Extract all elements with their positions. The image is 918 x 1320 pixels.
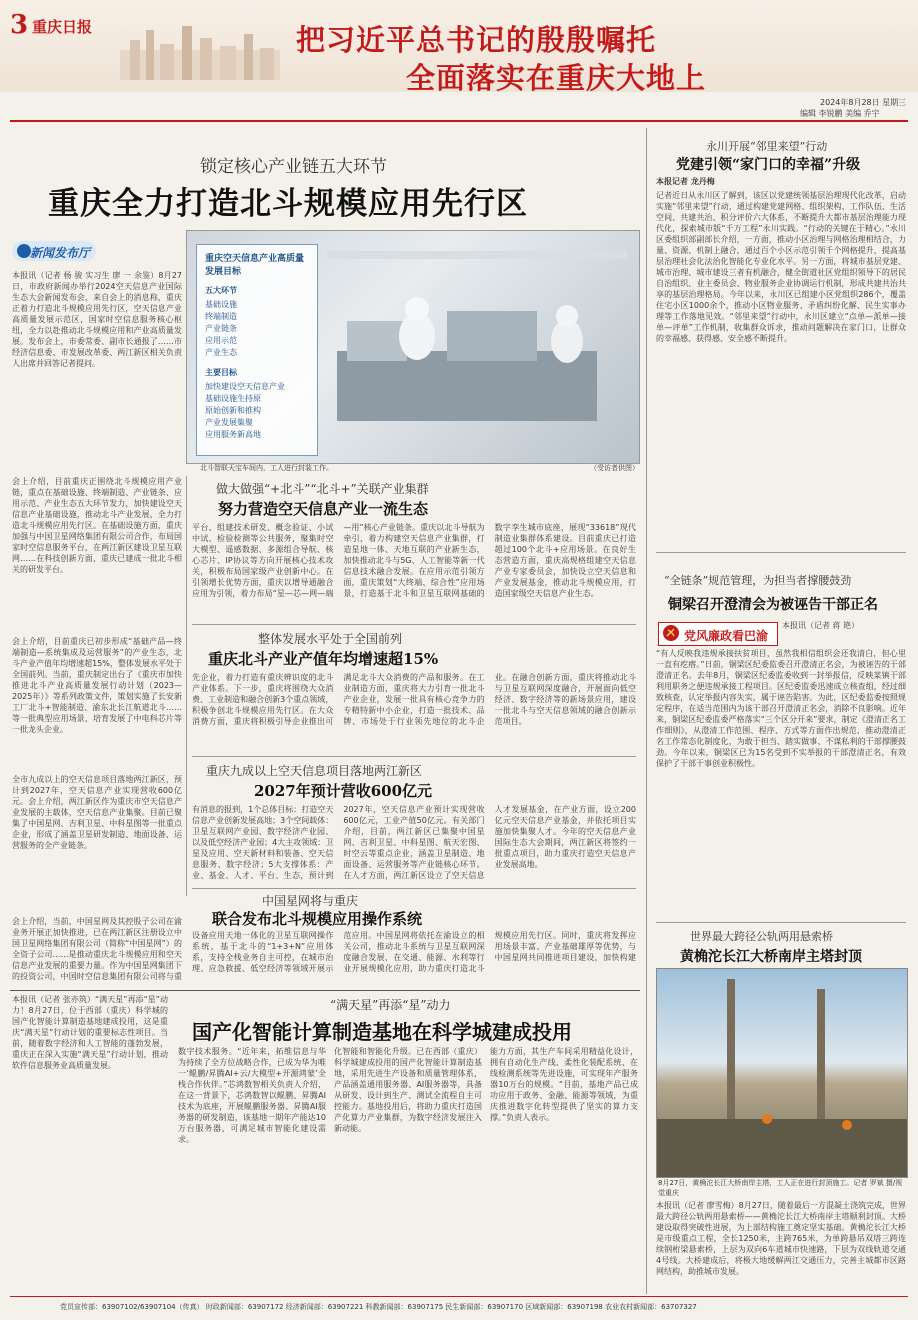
right-photo-caption: 8月27日，黄桷沱长江大桥南岸主塔，工人正在进行封顶施工。记者 罗斌 摄/视觉重庆 xyxy=(658,1179,903,1197)
section-divider xyxy=(10,990,640,991)
sub4-kicker: 中国星网将与重庆 xyxy=(262,894,359,908)
panel-links-title: 五大环节 xyxy=(205,286,237,295)
panel-title: 重庆空天信息产业高质量发展目标 xyxy=(205,254,305,277)
editors-line: 编辑 李锐鹏 美编 乔宇 xyxy=(800,109,880,118)
right2-kicker: “全链条”规范管理，为担当者撑腰鼓劲 xyxy=(664,574,852,587)
panel-task: 原始创新和推构 xyxy=(205,406,261,415)
section-divider xyxy=(656,922,906,923)
lead-body-2: 会上介绍，目前重庆已初步形成“基础产品—终端制造—系统集成及运营服务”的产业生态，北斗产业产值年均增速超15%，整体发展水平处于全国前列。当前，重庆制定出台了《重庆市加快推进北斗产业高质量发展行动计划（2023—2025年）》等系列政策文件，策划实施了长安新工厂北斗+智能制造、渝东北长江航道北斗……等一批典型应用场景，培育发展了中电科芯片等一批龙头企业。 xyxy=(12,637,182,734)
banner-headline-1: 把习近平总书记的殷殷嘱托 xyxy=(296,23,657,57)
right1-title: 党建引领“家门口的幸福”升级 xyxy=(676,157,861,173)
photo-credit: （受访者供图） xyxy=(590,464,639,472)
lead-body-3: 全市九成以上的空天信息项目落地两江新区，预计到2027年，空天信息产业实现营收600亿元。会上介绍，两江新区作为重庆市空天信息产业发展的主载体，空天信息产业集聚。目前已聚集了中国星网、吉利卫星、中科星图等一批重点企业，形成了涵盖卫星研发制造、地面设备、运营服务的全产业链条。 xyxy=(12,775,182,850)
sub1-kicker: 做大做强“+北斗”“北斗+”关联产业集群 xyxy=(216,482,429,496)
right2-byline: 本报讯（记者 蒋 艳） xyxy=(782,621,860,630)
bottom-title: 国产化智能计算制造基地在科学城建成投用 xyxy=(192,1020,572,1044)
photo-caption: 北斗智联天宝车间内，工人进行封装工作。 xyxy=(200,464,333,472)
page-number: 3 xyxy=(10,10,29,40)
bridge-scene xyxy=(657,969,907,1177)
sub2-body: 先企业，着力打造有重庆辨识度的北斗产业体系。下一步，重庆将围绕大众消费、工业制造和融合创新3个重点领域，积极争创北斗规模应用先行区。在大众消费方面，重庆将积极引导企业推出可满足北斗大众消费的产品和服务。在工业制造方面，重庆将大力引育一批北斗产业企业，发展一批具有核心竞争力的专精特新中小企业，打造一批技术、品牌、市场处于行业领先地位的北斗企业。在融合创新方面，重庆将推动北斗与卫星互联网深度融合，开展面向低空经济、数字经济等的新场景应用，建设一批北斗与空天信息领域的融合创新示范项目。 xyxy=(192,673,636,726)
top-divider xyxy=(10,120,908,122)
skyline-illustration xyxy=(120,20,280,80)
lead-kicker: 锁定核心产业链五大环节 xyxy=(200,157,387,177)
panel-task: 加快建设空天信息产业 xyxy=(205,382,285,391)
right3-kicker: 世界最大跨径公轨两用悬索桥 xyxy=(690,930,833,943)
panel-link: 产业链条 xyxy=(205,324,237,333)
banner-headline-2: 全面落实在重庆大地上 xyxy=(406,61,707,95)
lead-title: 重庆全力打造北斗规模应用先行区 xyxy=(48,186,528,222)
lead-intro: 本报讯（记者 杨 骏 实习生 廖 一 余鉴）8月27日，市政府新闻办举行2024空天信息产业国际生态大会新闻发布会，来自会上的消息称，重庆正着力打造北斗规模应用先行区，空天信息产业高质量发展示范区，国家时空信息服务核心枢纽，全力以赴推动北斗规模应用和产业高质量发展。发布会上，市委常委、副市长通报了……市经济信息委、市发展改革委、两江新区相关负责人出席并回答记者提问。 xyxy=(12,271,182,368)
bridge-construction-photo xyxy=(656,968,908,1178)
section-divider xyxy=(192,624,636,625)
bottom-divider xyxy=(10,1296,908,1297)
bottom-body-1: 本报讯（记者 张亦筑）“满天星”再添“星”动力！8月27日，位于西部（重庆）科学城的国产化智能计算制造基地建成投用，这是重庆“满天星”行动计划的重要标志性项目。当前，随着数字经济和人工智能的蓬勃发展，重庆正在深入实施“满天星”行动计划，推动软件信息服务业高质量发展。 xyxy=(12,995,168,1070)
news-tag-label: 新闻发布厅 xyxy=(30,246,91,260)
sub1-title: 努力营造空天信息产业一流生态 xyxy=(218,500,429,518)
bottom-body-4: 能力方面，其生产车间采用精益化设计，拥有自动化生产线、柔性化装配系统、在线检测系统等先进设施，可实现年产服务器10万台的规模。“目前，基地产品已成功应用于政务、金融、能源等领域，为重庆推进数字化转型提供了坚实的算力支撑。”负责人表示。 xyxy=(490,1047,638,1122)
right1-byline: 本报记者 龙丹梅 xyxy=(656,177,715,186)
dateline: 2024年8月28日 星期三 xyxy=(820,98,907,107)
right2-title: 铜梁召开澄清会为被诬告干部正名 xyxy=(668,597,878,613)
party-tag-label: 党风廉政看巴渝 xyxy=(684,629,769,643)
party-emblem-icon xyxy=(662,624,680,642)
sub2-title: 重庆北斗产业产值年均增速超15% xyxy=(208,650,439,668)
panel-task: 基础设施生持原 xyxy=(205,394,261,403)
panel-link: 终端制造 xyxy=(205,312,237,321)
section-divider xyxy=(192,888,636,889)
section-divider xyxy=(192,756,636,757)
column-divider xyxy=(186,476,187,896)
bottom-body-2: 数字技术服务。“近年来，拓维信息与华为持续了全方位战略合作，已成为华为唯一‘鲲鹏/昇腾AI+云/大模型+开源鸿蒙’全栈合作伙伴。”芯鸿数智相关负责人介绍，在这一背景下，芯鸿数智以鲲鹏、昇腾AI技术为底座，开展鲲鹏服务器、昇腾AI服务器的研发制造，该基地一期年产能达10万台服务器，可满足城市智能化建设需求。 xyxy=(178,1047,326,1144)
sub3-kicker: 重庆九成以上空天信息项目落地两江新区 xyxy=(206,764,423,778)
panel-task: 产业发展集聚 xyxy=(205,418,253,427)
right2-body: “有人反映我违规承接扶贫项目，虽然我相信组织会还我清白，但心里一直有疙瘩。”日前，铜梁区纪委监委召开澄清正名会，为被诬告的干部澄清正名。去年8月，铜梁区纪委监委收到一封举报信，反映某镇干部利用职务之便违规承接工程项目。区纪委监委迅速成立核查组，经过细致核查，认定举报内容失实，属于诬告陷害。为此，区纪委监委按照规定程序，在适当范围内为该干部召开澄清正名会，消除不良影响。近年来，铜梁区纪委监委严格落实“三个区分开来”要求，制定《澄清正名工作细则》，从澄清工作范围、程序、方式等方面作出规范，推动澄清正名工作常态化制度化，为敢于担当、踏实做事、不谋私利的干部撑腰鼓劲。今年以来，铜梁区已为15名受到不实举报的干部澄清正名，有效保护了干部干事创业积极性。 xyxy=(656,649,906,768)
sub3-body: 有消息的报到，1个总体目标：打造空天信息产业创新发展高地；3个空间载体：卫星互联网产业园、数字经济产业园、以及低空经济产业园；4大主攻领域：卫星及应用、空天新材料和装备、空天信息服务、数字经济；5大支撑体系：产业、基金、人才、平台、生态，预计到2027年，空天信息产业预计实现营收600亿元，工业产值50亿元。有关部门介绍，目前，两江新区已集聚中国星网、吉利卫星、中科星图、航天宏图、时空云等重点企业，涵盖卫星制造、地面设备、运营服务等产业链核心环节。在人才方面，两江新区设立了空天信息人才发展基金，在产业方面，设立200亿元空天信息产业基金，并依托项目实施加快集聚人才。今年的空天信息产业国际生态大会期间，两江新区将签约一批重点项目，助力重庆打造空天信息产业发展高地。 xyxy=(192,805,636,880)
lead-body-1: 会上介绍，目前重庆正围绕北斗规模应用产业链，重点在基础设施、终端制造、产业链条、应用示范、产业生态五大环节发力，加快建设空天信息产业基础设施，推动北斗产业发展，全力打造北斗规模应用先行区。在基础设施方面，重庆加强与中国卫星网络集团有限公司合作，布局国家时空信息服务平台，在两江新区建设卫星互联网……在科技创新方面，重庆已建成一批北斗相关的研发平台。 xyxy=(12,477,182,574)
paper-name: 重庆日报 xyxy=(32,18,93,36)
main-column-divider xyxy=(646,128,647,1294)
sub1-body: 平台、组建技术研发、概念验证、小试中试、检验检测等公共服务，聚集时空大模型、遥感数据、多源组合导航、核心芯片、IP协议等方向开展核心技术攻关，积极布局国家级产业创新中心。在引领增长优势方面，重庆以增导通融合应用为引领，着力布局“星—芯—网—端—用”核心产业链条。重庆以北斗导航为牵引，着力构建空天信息产业集群，打造星地一体、天地互联的产业新生态，加快推动北斗与5G、人工智能等新一代信息技术融合发展。在应用示范引领方面，重庆策划“大终端、综合性”应用场景，打造基于北斗和卫星互联网基础的数字孪生城市底座，展现“33618”现代制造业集群体系建设。目前重庆已打造超过100个北斗+应用场景。在良好生态营造方面，重庆高规格组建空天信息产业专家委员会，加快设立空天信息和产业发展基金，推动北斗规模应用，打造国家级空天信息产业生态。 xyxy=(192,523,636,598)
section-divider xyxy=(656,552,906,553)
right1-kicker: 永川开展“邻里来望”行动 xyxy=(706,140,828,153)
bottom-body-3: 化智能和智能化升级。已在西部（重庆）科学城建成投用的国产化智能计算制造基地，采用先进生产设备和质量管理体系，产品涵盖通用服务器、AI服务器等，具备从研发、设计到生产、测试全流程自主可控能力。基地投用后，将助力重庆打造国产化算力产业集群，为数字经济发展注入新动能。 xyxy=(334,1047,482,1133)
sub4-title: 联合发布北斗规模应用操作系统 xyxy=(212,910,423,928)
photo-info-panel xyxy=(196,244,318,456)
right3-title: 黄桷沱长江大桥南岸主塔封顶 xyxy=(680,949,862,965)
right1-body: 记者近日从永川区了解到，该区以党建统领基层治理现代化改革，启动实施“邻里来望”行动，通过构建党建网格、组织架构、工作队伍、生活空间、共建共治、积分评价六大体系，不断提升大都市基层治理能力现代化，探索城市版“千万工程”永川实践。“行动的关键在于精心。”永川区委组织部副部长介绍，一方面，推动小区治理与网格治理相结合，力量、资源、机制上融合，通过百个小区示范引领千个网格提升，提高基层治理社会化法治化智能化专业化水平。另一方面，将城市基层党建、城市治理、城市建设三者有机融合，健全街道社区党组织领导下的居民自治组织、业主委员会、物业服务企业协调运行机制，形成共建共治共享的基层治理格局。今年以来，永川区已组建小区党组织286个，覆盖住宅小区1000余个，推动小区物业服务、矛盾纠纷化解、民生实事办理等工作落地见效。“邻里来望”行动中，永川区建立“点单—派单—接单—评单”工作机制，收集群众诉求，推动问题解决在家门口，让群众的幸福感、获得感、安全感不断提升。 xyxy=(656,191,906,343)
sub4-body: 设备应用天地一体化的卫星互联网操作系统，基于北斗的“1+3+N”应用体系，支持全栈业务自主可控，在城市治理、应急救援、低空经济等领域开展示范应用。中国星网将依托在渝设立的相关公司，推动北斗系统与卫星互联网深度融合发展，在交通、能源、水利等行业开展规模化应用，助力重庆打造北斗规模应用先行区。同时，重庆将发挥应用场景丰富、产业基础雄厚等优势，与中国星网共同推进项目建设，加快构建 xyxy=(192,931,636,973)
panel-link: 基础设施 xyxy=(205,300,237,309)
bottom-kicker: “满天星”再添“星”动力 xyxy=(330,998,451,1012)
sub3-title: 2027年预计营收600亿元 xyxy=(254,782,433,800)
panel-link: 应用示范 xyxy=(205,336,237,345)
sub2-kicker: 整体发展水平处于全国前列 xyxy=(258,632,403,646)
panel-tasks-title: 主要目标 xyxy=(205,368,237,377)
panel-link: 产业生态 xyxy=(205,348,237,357)
right3-body: 本报讯（记者 廖雪梅）8月27日，随着最后一方混凝土浇筑完成，世界最大跨径公轨两用悬索桥——黄桷沱长江大桥南岸主塔顺利封顶。大桥建设取得突破性进展，为上部结构施工奠定坚实基础。黄桷沱长江大桥是市级重点工程，全长1250米，主跨765米，为单跨悬吊双塔三跨连续钢桁梁悬索桥，上层为双向6车道城市快速路，下层为双线轨道交通4号线。大桥建成后，将极大地缓解两江交通压力，完善主城都市区路网结构，助推城市发展。 xyxy=(656,1201,906,1276)
panel-task: 应用服务新高地 xyxy=(205,430,261,439)
lead-body-4: 会上介绍，当前，中国星网及其控股子公司在渝业务开展正加快推进，已在两江新区注册设立中国卫星网络集团有限公司（简称“中国星网”）的全资子公司……是推动重庆北斗规模应用和空天信息产业发展的重要力量。作为中国星网集团下的投资公司，中国时空信息集团有限公司将与重 xyxy=(12,917,182,981)
footer-contacts: 党员宣传部：63907102/63907104（传真） 时政新闻部：63907172 经济新闻部：63907221 科教新闻部：63907175 民生新闻部：63907170 区域新闻部：63907198 农业农村新闻部：63707327 xyxy=(60,1303,697,1311)
